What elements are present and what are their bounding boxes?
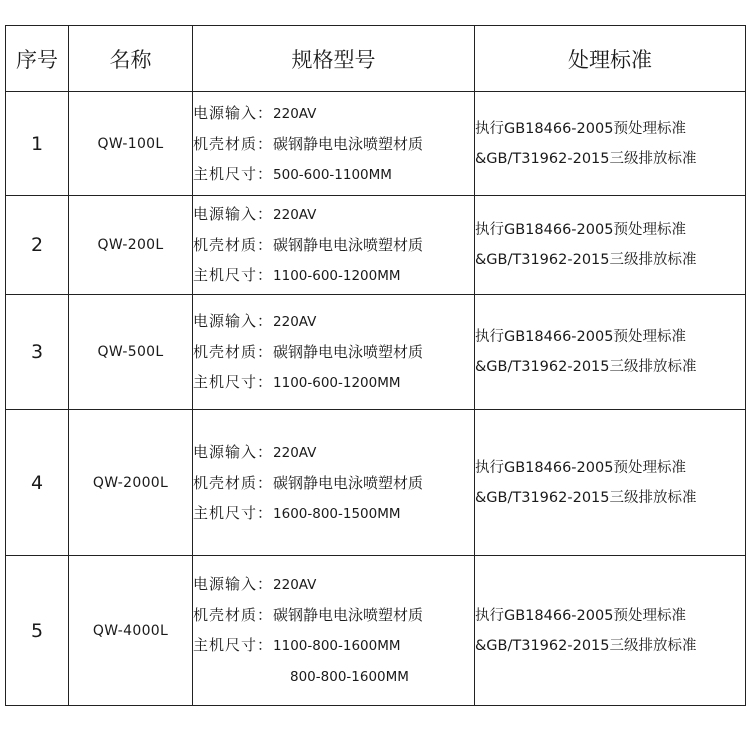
power-label: 电源输入： xyxy=(193,103,274,122)
model-name: QW-2000L xyxy=(69,410,193,556)
material-value: 碳钢静电电泳喷塑材质 xyxy=(273,606,424,624)
spec-cell xyxy=(193,196,475,295)
standard-line-1: 执行GB18466-2005预处理标准 xyxy=(475,329,686,345)
size-value: 1100-600-1200MM xyxy=(273,375,401,391)
power-label: 电源输入： xyxy=(193,575,274,593)
material-value: 碳钢静电电泳喷塑材质 xyxy=(273,134,424,153)
standard-line-1: 执行GB18466-2005预处理标准 xyxy=(475,459,686,476)
spec-cell xyxy=(193,295,475,410)
power-label: 电源输入： xyxy=(193,442,274,461)
material-label: 机壳材质： xyxy=(193,134,274,153)
power-value: 220AV xyxy=(273,577,317,593)
material-value: 碳钢静电电泳喷塑材质 xyxy=(273,473,424,492)
standard-line-2: &GB/T31962-2015三级排放标准 xyxy=(475,489,697,506)
standard-line-1: 执行GB18466-2005预处理标准 xyxy=(475,120,686,137)
spec-cell xyxy=(193,92,475,196)
size-label: 主机尺寸： xyxy=(193,373,274,391)
size-value: 1600-800-1500MM xyxy=(273,505,401,522)
spec-table xyxy=(5,25,746,706)
size-label: 主机尺寸： xyxy=(193,636,274,654)
header-no: 序号 xyxy=(6,26,69,92)
model-name: QW-500L xyxy=(69,295,193,410)
spec-cell xyxy=(193,556,475,706)
model-name: QW-100L xyxy=(69,92,193,196)
spec-cell xyxy=(193,410,475,556)
standard-line-2: &GB/T31962-2015三级排放标准 xyxy=(475,252,697,268)
header-spec: 规格型号 xyxy=(193,26,475,92)
material-label: 机壳材质： xyxy=(193,236,274,254)
material-label: 机壳材质： xyxy=(193,606,274,624)
power-label: 电源输入： xyxy=(193,312,274,330)
size-label: 主机尺寸： xyxy=(193,164,274,183)
power-value: 220AV xyxy=(273,314,317,330)
table-row xyxy=(6,196,746,295)
standard-line-1: 执行GB18466-2005预处理标准 xyxy=(475,607,686,624)
header-row xyxy=(6,26,746,92)
model-name: QW-200L xyxy=(69,196,193,295)
row-number: 4 xyxy=(6,410,69,556)
power-label: 电源输入： xyxy=(193,205,274,223)
size-value: 1100-600-1200MM xyxy=(273,268,401,284)
standard-cell xyxy=(475,196,746,295)
standard-cell xyxy=(475,410,746,556)
size-label: 主机尺寸： xyxy=(193,266,274,284)
material-value: 碳钢静电电泳喷塑材质 xyxy=(273,236,424,254)
header-standard: 处理标准 xyxy=(475,26,746,92)
standard-cell xyxy=(475,556,746,706)
size-label: 主机尺寸： xyxy=(193,503,274,522)
material-label: 机壳材质： xyxy=(193,473,274,492)
size-value: 500-600-1100MM xyxy=(273,166,392,183)
material-label: 机壳材质： xyxy=(193,343,274,361)
standard-cell xyxy=(475,92,746,196)
standard-line-2: &GB/T31962-2015三级排放标准 xyxy=(475,150,697,167)
standard-cell xyxy=(475,295,746,410)
standard-line-2: &GB/T31962-2015三级排放标准 xyxy=(475,359,697,375)
standard-line-1: 执行GB18466-2005预处理标准 xyxy=(475,222,686,238)
size-value: 1100-800-1600MM xyxy=(273,638,401,654)
table-row xyxy=(6,556,746,706)
row-number: 5 xyxy=(6,556,69,706)
power-value: 220AV xyxy=(273,105,317,122)
table-row xyxy=(6,410,746,556)
standard-line-2: &GB/T31962-2015三级排放标准 xyxy=(475,637,697,654)
power-value: 220AV xyxy=(273,207,317,223)
row-number: 3 xyxy=(6,295,69,410)
model-name: QW-4000L xyxy=(69,556,193,706)
table-row xyxy=(6,92,746,196)
row-number: 1 xyxy=(6,92,69,196)
table-row xyxy=(6,295,746,410)
material-value: 碳钢静电电泳喷塑材质 xyxy=(273,343,424,361)
size-value-secondary: 800-800-1600MM xyxy=(290,669,409,685)
row-number: 2 xyxy=(6,196,69,295)
power-value: 220AV xyxy=(273,444,317,461)
header-name: 名称 xyxy=(69,26,193,92)
